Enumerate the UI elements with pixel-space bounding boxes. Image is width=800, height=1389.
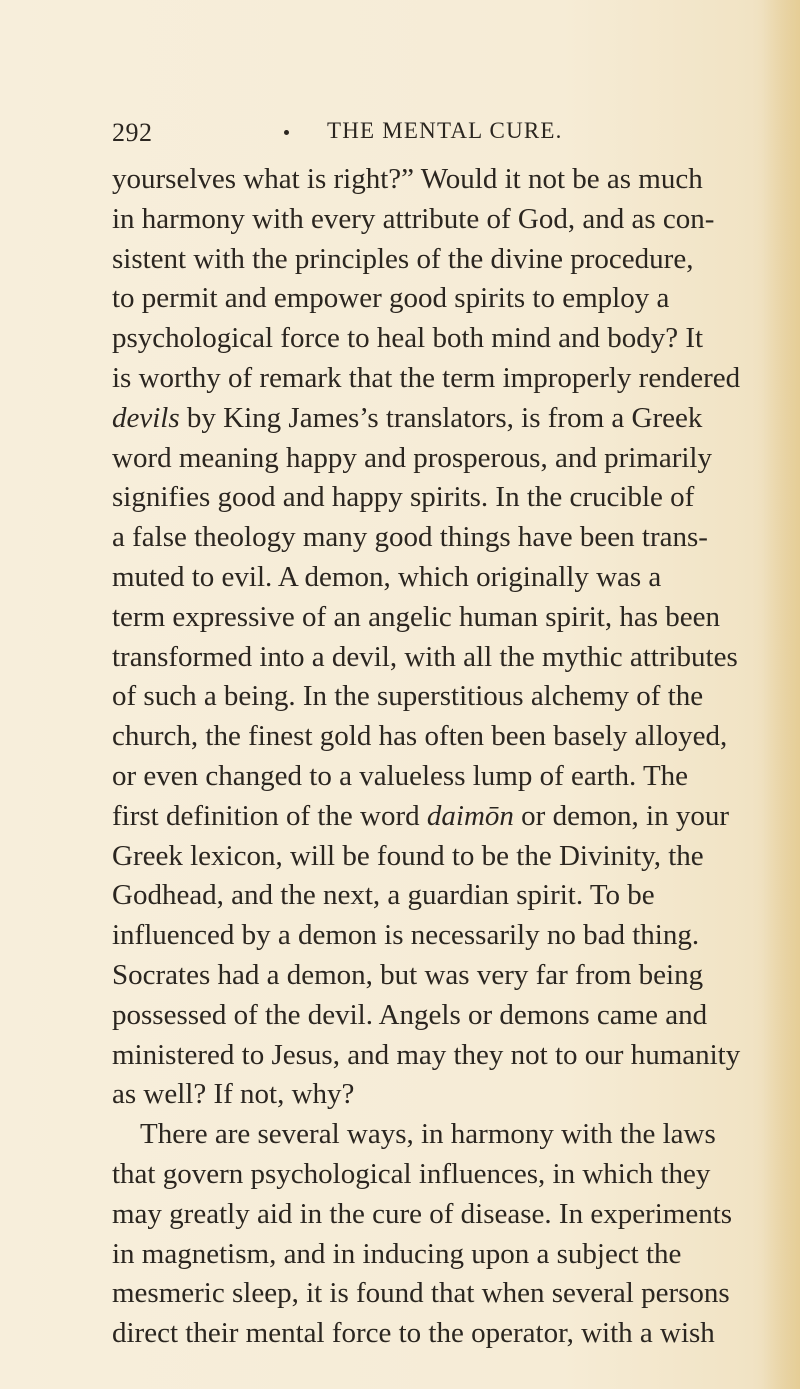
line-text: possessed of the devil. Angels or demons came and <box>112 998 708 1031</box>
line-text: direct their mental force to the operator, with a wish <box>112 1317 715 1350</box>
line-text: may greatly aid in the cure of disease. In experiments <box>112 1197 733 1230</box>
text-line <box>112 956 772 996</box>
line-text: by King James’s translators, is from a Greek <box>179 401 703 434</box>
text-line <box>112 677 772 717</box>
line-text: There are several ways, in harmony with the laws <box>140 1118 716 1151</box>
line-text: word meaning happy and prosperous, and primarily <box>112 441 712 474</box>
text-line <box>112 240 772 280</box>
italic-term: daimōn <box>426 799 514 832</box>
text-line <box>112 876 772 916</box>
text-line <box>112 399 772 439</box>
italic-term: devils <box>112 401 180 434</box>
line-text: Greek lexicon, will be found to be the Divinity, the <box>112 839 704 872</box>
text-line <box>112 160 772 200</box>
page-number: 292 <box>112 118 153 147</box>
line-text-pre: first definition of the word <box>112 799 427 832</box>
text-line <box>112 598 772 638</box>
line-text: psychological force to heal both mind and body? It <box>112 322 704 355</box>
text-line <box>112 996 772 1036</box>
line-text: to permit and empower good spirits to employ a <box>112 282 670 315</box>
line-text: of such a being. In the superstitious alchemy of the <box>112 680 704 713</box>
line-text: mesmeric sleep, it is found that when several persons <box>112 1277 730 1310</box>
text-line <box>112 717 772 757</box>
text-line <box>112 837 772 877</box>
line-text: or demon, in your <box>513 799 729 832</box>
text-line <box>112 1235 772 1275</box>
line-text: muted to evil. A demon, which originally was a <box>112 560 662 593</box>
line-text: influenced by a demon is necessarily no bad thing. <box>112 919 700 952</box>
text-line <box>112 916 772 956</box>
line-text: in magnetism, and in inducing upon a subject the <box>112 1237 682 1270</box>
line-text: is worthy of remark that the term improperly rendered <box>112 361 741 394</box>
line-text: a false theology many good things have been trans- <box>112 521 708 554</box>
text-line <box>112 1036 772 1076</box>
text-line <box>112 757 772 797</box>
text-line <box>112 439 772 479</box>
line-text: Godhead, and the next, a guardian spirit. To be <box>112 879 655 912</box>
text-line <box>112 1195 772 1235</box>
line-text: ministered to Jesus, and may they not to our humanity <box>112 1038 741 1071</box>
line-text: transformed into a devil, with all the mythic attributes <box>112 640 738 673</box>
text-line <box>112 359 772 399</box>
line-text: yourselves what is right?” Would it not be as much <box>112 163 703 195</box>
line-text: Socrates had a demon, but was very far from being <box>112 958 704 991</box>
line-text: as well? If not, why? <box>112 1078 355 1111</box>
text-line <box>112 319 772 359</box>
text-line <box>112 200 772 240</box>
line-text: church, the finest gold has often been basely alloyed, <box>112 720 728 753</box>
text-line <box>112 1274 772 1314</box>
text-line <box>112 279 772 319</box>
text-line <box>112 797 772 837</box>
body-text <box>112 160 772 1354</box>
text-line <box>112 1115 772 1155</box>
line-text: that govern psychological influences, in which they <box>112 1157 711 1190</box>
line-text: term expressive of an angelic human spirit, has been <box>112 600 720 633</box>
text-line <box>112 1314 772 1354</box>
text-line <box>112 518 772 558</box>
text-line <box>112 558 772 598</box>
running-title: THE MENTAL CURE. <box>327 118 563 143</box>
text-line <box>112 478 772 518</box>
text-line <box>112 1075 772 1115</box>
text-line <box>112 1155 772 1195</box>
line-text: in harmony with every attribute of God, and as con- <box>112 202 715 235</box>
header-dot <box>284 130 289 135</box>
line-text: or even changed to a valueless lump of earth. The <box>112 759 689 792</box>
text-line <box>112 638 772 678</box>
line-text: sistent with the principles of the divine procedure, <box>112 242 694 275</box>
line-text: signifies good and happy spirits. In the crucible of <box>112 481 695 514</box>
